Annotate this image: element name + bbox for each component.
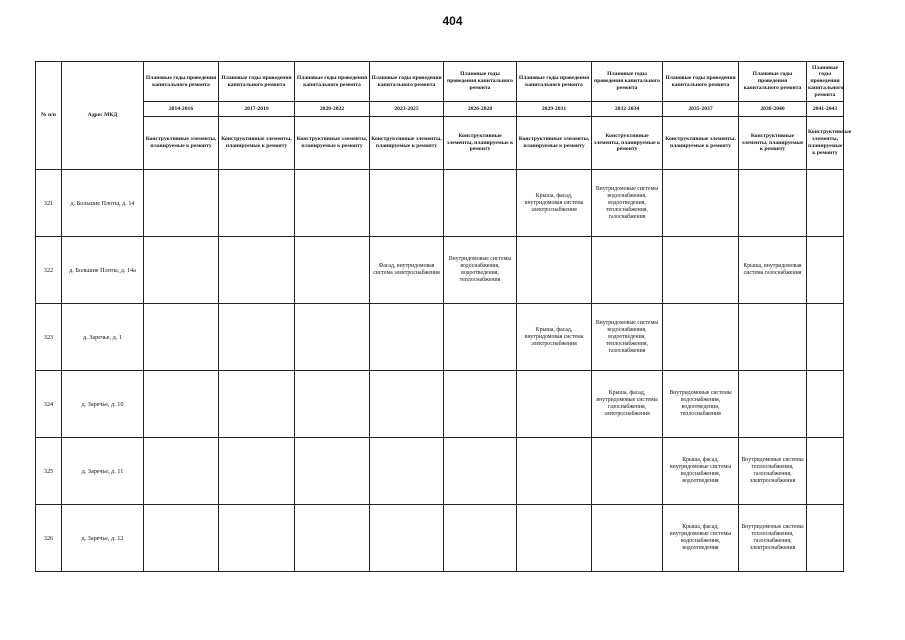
header-period: 2029-2031	[517, 102, 592, 117]
header-planned-years-label: Плановые годы проведения капитального ремонта	[807, 62, 844, 102]
planned-work-cell: Внутридомовые системы теплоснабжения, газоснабжения, электроснабжения	[739, 505, 807, 572]
planned-work-cell	[295, 438, 370, 505]
row-number: 321	[36, 170, 62, 237]
planned-work-cell	[807, 371, 844, 438]
header-elements-label: Конструктивные элементы, планируемые к ремонту	[592, 117, 663, 170]
header-period: 2023-2025	[370, 102, 444, 117]
header-period: 2038-2040	[739, 102, 807, 117]
row-address: д. Заречье, д. 1	[62, 304, 144, 371]
table-row	[36, 304, 844, 371]
row-number: 323	[36, 304, 62, 371]
header-row-periods	[36, 102, 844, 117]
row-address: д. Заречье, д. 10	[62, 371, 144, 438]
table-body	[36, 170, 844, 572]
planned-work-cell: Внутридомовые системы водоснабжения, водоотведения, теплоснабжения	[444, 237, 517, 304]
planned-work-cell	[219, 371, 295, 438]
header-period: 2020-2022	[295, 102, 370, 117]
planned-work-cell	[517, 438, 592, 505]
planned-work-cell	[739, 371, 807, 438]
planned-work-cell	[444, 170, 517, 237]
planned-work-cell: Внутридомовые системы водоснабжения, водоотведения, теплоснабжения, газоснабжения	[592, 170, 663, 237]
header-planned-years-label: Плановые годы проведения капитального ремонта	[219, 62, 295, 102]
header-elements-label: Конструктивные элементы, планируемые к ремонту	[739, 117, 807, 170]
planned-work-cell	[807, 304, 844, 371]
header-planned-years-label: Плановые годы проведения капитального ремонта	[444, 62, 517, 102]
row-number: 326	[36, 505, 62, 572]
planned-work-cell	[144, 304, 219, 371]
table-row	[36, 371, 844, 438]
header-planned-years-label: Плановые годы проведения капитального ремонта	[370, 62, 444, 102]
planned-work-cell	[517, 505, 592, 572]
planned-work-cell	[807, 438, 844, 505]
planned-work-cell: Крыша, фасад, внутридомовые системы водоснабжения, водоотведения	[663, 438, 739, 505]
header-period: 2035-2037	[663, 102, 739, 117]
planned-work-cell	[370, 170, 444, 237]
row-number: 324	[36, 371, 62, 438]
planned-work-cell: Крыша, фасад, внутридомовые системы газоснабжения, электроснабжения	[592, 371, 663, 438]
row-address: д. Заречье, д. 12	[62, 505, 144, 572]
header-planned-years-label: Плановые годы проведения капитального ремонта	[663, 62, 739, 102]
table-row	[36, 438, 844, 505]
planned-work-cell	[663, 237, 739, 304]
planned-work-cell	[219, 438, 295, 505]
header-period: 2032-2034	[592, 102, 663, 117]
planned-work-cell	[739, 170, 807, 237]
page-number: 404	[442, 14, 463, 28]
planned-work-cell	[663, 170, 739, 237]
planned-work-cell	[144, 170, 219, 237]
row-number: 322	[36, 237, 62, 304]
planned-work-cell: Крыша, внутридомовая система газоснабжения	[739, 237, 807, 304]
planned-work-cell	[219, 237, 295, 304]
planned-work-cell	[219, 170, 295, 237]
planned-work-cell	[144, 438, 219, 505]
header-row-number: № п/п	[36, 62, 62, 170]
capital-repair-plan-table	[35, 61, 852, 572]
planned-work-cell	[370, 438, 444, 505]
header-address: Адрес МКД	[62, 62, 144, 170]
row-address: д. Заречье, д. 11	[62, 438, 144, 505]
table-row	[36, 237, 844, 304]
planned-work-cell	[370, 304, 444, 371]
row-number: 325	[36, 438, 62, 505]
planned-work-cell: Внутридомовые системы теплоснабжения, газоснабжения, электроснабжения	[739, 438, 807, 505]
planned-work-cell	[219, 304, 295, 371]
planned-work-cell	[144, 371, 219, 438]
planned-work-cell	[739, 304, 807, 371]
header-period: 2026-2028	[444, 102, 517, 117]
planned-work-cell: Внутридомовые системы водоснабжения, водоотведения, теплоснабжения	[663, 371, 739, 438]
planned-work-cell: Крыша, фасад, внутридомовая система электроснабжения	[517, 304, 592, 371]
header-planned-years-label: Плановые годы проведения капитального ремонта	[517, 62, 592, 102]
header-period: 2041-2043	[807, 102, 844, 117]
header-period: 2014-2016	[144, 102, 219, 117]
planned-work-cell	[444, 438, 517, 505]
planned-work-cell	[444, 371, 517, 438]
planned-work-cell	[370, 505, 444, 572]
planned-work-cell	[517, 237, 592, 304]
header-planned-years-label: Плановые годы проведения капитального ремонта	[295, 62, 370, 102]
table-row	[36, 170, 844, 237]
header-planned-years-label: Плановые годы проведения капитального ремонта	[739, 62, 807, 102]
header-elements-label: Конструктивные элементы, планируемые к ремонту	[517, 117, 592, 170]
planned-work-cell	[144, 237, 219, 304]
planned-work-cell	[517, 371, 592, 438]
header-elements-label: Конструктивные элементы, планируемые к ремонту	[807, 117, 844, 170]
planned-work-cell	[444, 304, 517, 371]
header-row-planned-years	[36, 62, 844, 102]
header-planned-years-label: Плановые годы проведения капитального ремонта	[144, 62, 219, 102]
planned-work-cell	[295, 505, 370, 572]
planned-work-cell	[295, 371, 370, 438]
header-planned-years-label: Плановые годы проведения капитального ремонта	[592, 62, 663, 102]
planned-work-cell	[295, 237, 370, 304]
planned-work-cell	[663, 304, 739, 371]
planned-work-cell	[807, 505, 844, 572]
header-elements-label: Конструктивные элементы, планируемые к ремонту	[663, 117, 739, 170]
planned-work-cell	[807, 237, 844, 304]
planned-work-cell	[144, 505, 219, 572]
header-period: 2017-2019	[219, 102, 295, 117]
planned-work-cell	[370, 371, 444, 438]
header-elements-label: Конструктивные элементы, планируемые к ремонту	[295, 117, 370, 170]
planned-work-cell	[295, 304, 370, 371]
header-elements-label: Конструктивные элементы, планируемые к ремонту	[444, 117, 517, 170]
planned-work-cell: Фасад, внутридомовая система электроснабжения	[370, 237, 444, 304]
table-row	[36, 505, 844, 572]
planned-work-cell	[592, 505, 663, 572]
planned-work-cell	[592, 237, 663, 304]
planned-work-cell	[592, 438, 663, 505]
planned-work-cell: Крыша, фасад, внутридомовая система электроснабжения	[517, 170, 592, 237]
row-address: д. Большие Плоты, д. 14а	[62, 237, 144, 304]
header-elements-label: Конструктивные элементы, планируемые к ремонту	[370, 117, 444, 170]
planned-work-cell: Крыша, фасад, внутридомовые системы водоснабжения, водоотведения	[663, 505, 739, 572]
planned-work-cell	[295, 170, 370, 237]
row-address: д. Большие Плоты, д. 14	[62, 170, 144, 237]
planned-work-cell	[444, 505, 517, 572]
planned-work-cell: Внутридомовые системы водоснабжения, водоотведения, теплоснабжения, газоснабжения	[592, 304, 663, 371]
planned-work-cell	[807, 170, 844, 237]
header-row-elements	[36, 117, 844, 170]
header-elements-label: Конструктивные элементы, планируемые к ремонту	[144, 117, 219, 170]
header-elements-label: Конструктивные элементы, планируемые к ремонту	[219, 117, 295, 170]
planned-work-cell	[219, 505, 295, 572]
